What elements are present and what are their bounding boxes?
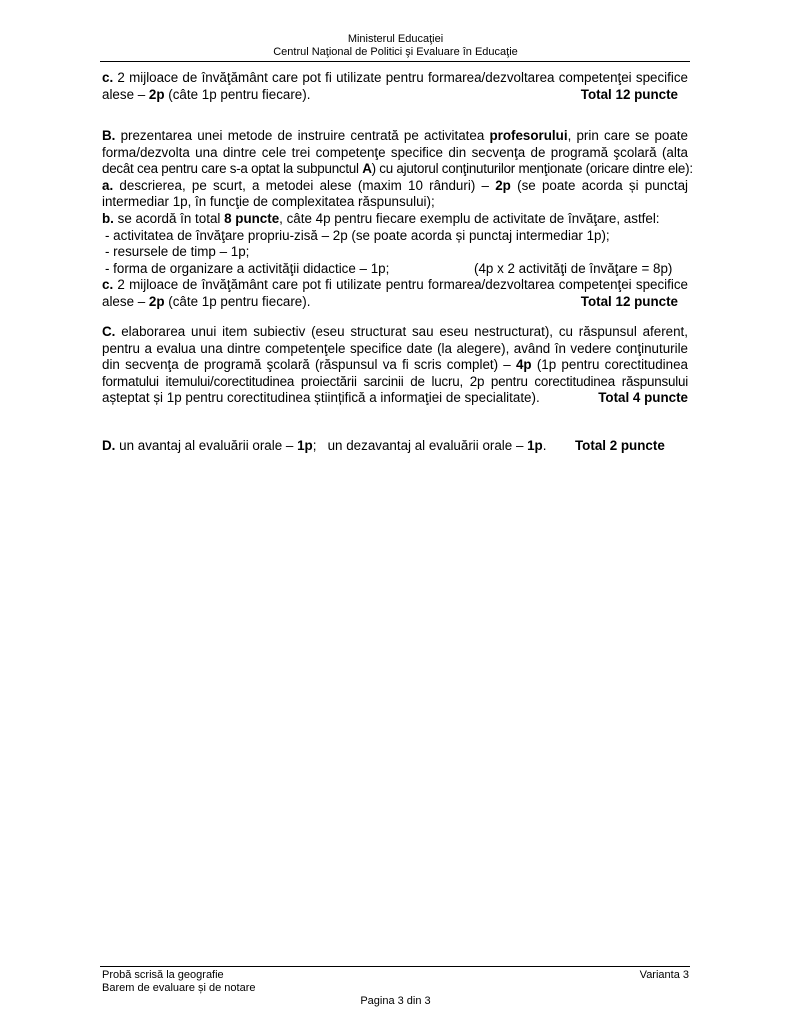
header-center: Centrul Naţional de Politici şi Evaluare în Educaţie [273,46,518,58]
total-a: Total 12 puncte [580,86,678,102]
total-b: Total 12 puncte [580,293,678,309]
c-line2: pentru a evalua una dintre competenţele specifice date (la alegere), având în vedere conţinuturile [102,340,688,356]
b-b-line1 [102,211,688,228]
c-line1 [102,324,688,341]
section-label: B. [102,128,116,143]
b-a-line1 [102,178,688,195]
c-line5 [102,390,688,407]
item-label: a. [102,177,114,193]
total-c: Total 4 puncte [598,390,688,406]
text: alese – [102,86,149,102]
section-label: C. [102,324,116,339]
footer-variant: Varianta 3 [639,969,689,981]
section-b [102,128,693,311]
b-b-item-3 [102,261,688,278]
d-line [102,438,688,455]
b-c-line2 [102,294,688,311]
b-line3 [102,161,693,178]
header-divider [100,61,690,62]
item-label: b. [102,210,114,226]
total-d: Total 2 puncte [575,438,665,453]
bold-text: A [362,161,372,177]
b-line2: forma/dezvolta una dintre cele trei competenţe specifice din secvenţa de programă şcolară (alta [102,144,688,160]
b-a-line2: intermediar 1p, în funcţie de complexitatea răspunsului); [102,194,435,210]
a-c-line1 [102,70,688,87]
points: 1p [297,438,313,453]
bold-text: profesorului [489,128,568,143]
text: se acordă în total [117,210,225,226]
points: 2p [148,86,165,102]
text: alese – [102,293,149,309]
section-a-end [102,70,688,103]
b-b-item-1: - activitatea de învăţare propriu-zisă – 2p (se poate acorda și punctaj intermediar 1p); [105,227,610,243]
b-line1 [102,128,688,145]
text: . [542,438,547,453]
text: un avantaj al evaluării orale – [119,438,298,453]
text: un dezavantaj al evaluării orale – [327,438,528,453]
text: (câte 1p pentru fiecare). [164,86,311,102]
a-c-line2 [102,87,688,104]
text: (1p pentru corectitudinea [531,357,688,373]
header-ministry: Ministerul Educaţiei [347,33,444,45]
footer-exam: Probă scrisă la geografie [102,969,224,981]
footer-divider [100,966,690,967]
b-calc: (4p x 2 activităţi de învăţare = 8p) [474,260,673,276]
text: descrierea, pe scurt, a metodei alese (maxim 10 rânduri) – [119,177,496,193]
text: din secvenţa de programă şcolară (răspunsul va fi scris complet) – [102,357,516,373]
text: (câte 1p pentru fiecare). [164,293,311,309]
section-c [102,324,688,407]
points: 2p [148,293,165,309]
points: 4p [515,357,532,373]
text: așteptat și 1p pentru corectitudinea științifică a informaţiei de specialitate). [102,390,540,406]
text: 2 mijloace de învăţământ care pot fi utilizate pentru formarea/dezvoltarea competenţei specifice [117,70,688,85]
text: , prin care se poate [567,128,688,143]
bold-text: 8 puncte [224,210,280,226]
section-label: D. [102,438,116,453]
text: ; [312,438,317,453]
c-line3 [102,357,688,374]
text: elaborarea unui item subiectiv (eseu structurat sau eseu nestructurat), cu răspunsul aferent, [121,324,688,339]
points: 2p [495,177,511,193]
text: (se poate acorda și punctaj [510,177,688,193]
section-d [102,438,688,455]
text: 2 mijloace de învăţământ care pot fi utilizate pentru formarea/dezvoltarea competenţei specifice [117,277,688,293]
points: 1p [527,438,543,453]
text: prezentarea unei metode de instruire centrată pe activitatea [120,128,490,143]
text: , câte 4p pentru fiecare exemplu de activitate de învăţare, astfel: [279,210,660,226]
text: - forma de organizare a activităţii didactice – 1p; [105,260,390,276]
footer-barem: Barem de evaluare și de notare [102,982,256,994]
c-line4: formatului itemului/corectitudinea proiectării sarcinii de lucru, 2p pentru corectitudinea răspunsului [102,373,688,389]
text: ) cu ajutorul conţinuturilor menţionate (oricare dintre ele): [371,161,693,177]
b-b-item-2: - resursele de timp – 1p; [105,244,250,260]
footer-page-number: Pagina 3 din 3 [360,995,431,1007]
item-label: c. [102,70,114,85]
item-label: c. [102,277,114,293]
text: decât cea pentru care s-a optat la subpunctul [102,161,363,177]
b-c-line1 [102,277,688,294]
